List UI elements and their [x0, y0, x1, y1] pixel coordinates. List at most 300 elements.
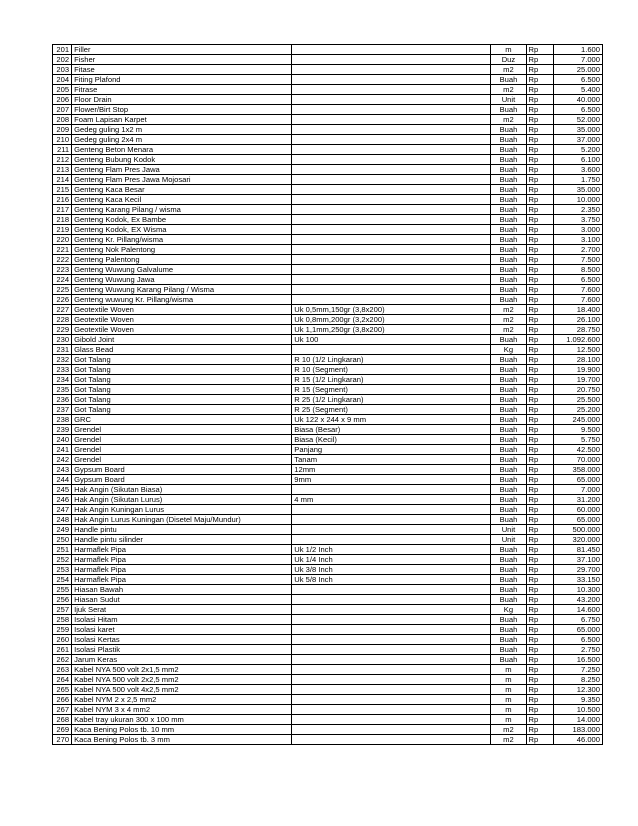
item-price: 12.500 [553, 345, 602, 355]
item-spec [292, 265, 491, 275]
item-unit: Buah [491, 655, 526, 665]
row-number: 225 [53, 285, 72, 295]
currency: Rp [526, 365, 553, 375]
item-price: 320.000 [553, 535, 602, 545]
item-name: Geotextile Woven [72, 305, 292, 315]
item-price: 7.250 [553, 665, 602, 675]
currency: Rp [526, 255, 553, 265]
item-name: Genteng Bubung Kodok [72, 155, 292, 165]
item-name: Gibold Joint [72, 335, 292, 345]
item-name: Isolasi Plastik [72, 645, 292, 655]
item-spec [292, 665, 491, 675]
currency: Rp [526, 455, 553, 465]
item-name: Filler [72, 45, 292, 55]
item-spec [292, 125, 491, 135]
item-name: Fiting Plafond [72, 75, 292, 85]
row-number: 260 [53, 635, 72, 645]
item-unit: Buah [491, 555, 526, 565]
currency: Rp [526, 295, 553, 305]
table-row [53, 575, 603, 585]
item-price: 8.250 [553, 675, 602, 685]
item-name: Genteng Nok Palentong [72, 245, 292, 255]
item-name: Handle pintu silinder [72, 535, 292, 545]
row-number: 202 [53, 55, 72, 65]
row-number: 246 [53, 495, 72, 505]
item-spec: Biasa (Kecil) [292, 435, 491, 445]
table-row [53, 225, 603, 235]
table-row [53, 305, 603, 315]
item-name: Genteng Beton Menara [72, 145, 292, 155]
currency: Rp [526, 95, 553, 105]
item-spec [292, 185, 491, 195]
item-price: 26.100 [553, 315, 602, 325]
row-number: 264 [53, 675, 72, 685]
item-name: Geotextile Woven [72, 315, 292, 325]
currency: Rp [526, 315, 553, 325]
currency: Rp [526, 335, 553, 345]
item-spec: 9mm [292, 475, 491, 485]
item-name: Genteng Kodok, Ex Bambe [72, 215, 292, 225]
item-unit: Buah [491, 415, 526, 425]
row-number: 267 [53, 705, 72, 715]
item-price: 8.500 [553, 265, 602, 275]
table-row [53, 85, 603, 95]
table-row [53, 285, 603, 295]
row-number: 242 [53, 455, 72, 465]
item-price: 7.600 [553, 285, 602, 295]
row-number: 228 [53, 315, 72, 325]
row-number: 222 [53, 255, 72, 265]
table-row [53, 265, 603, 275]
item-name: Genteng Wuwung Karang Pilang / Wisma [72, 285, 292, 295]
item-spec [292, 165, 491, 175]
item-price: 37.100 [553, 555, 602, 565]
table-row [53, 465, 603, 475]
row-number: 205 [53, 85, 72, 95]
row-number: 256 [53, 595, 72, 605]
currency: Rp [526, 555, 553, 565]
item-name: Got Talang [72, 375, 292, 385]
currency: Rp [526, 665, 553, 675]
item-spec [292, 525, 491, 535]
currency: Rp [526, 65, 553, 75]
item-unit: Unit [491, 535, 526, 545]
item-price: 37.000 [553, 135, 602, 145]
item-spec [292, 205, 491, 215]
row-number: 268 [53, 715, 72, 725]
item-spec [292, 695, 491, 705]
item-price: 7.000 [553, 55, 602, 65]
item-price: 2.750 [553, 645, 602, 655]
item-name: Harmaflek Pipa [72, 545, 292, 555]
item-name: Grendel [72, 435, 292, 445]
row-number: 227 [53, 305, 72, 315]
item-price: 25.500 [553, 395, 602, 405]
currency: Rp [526, 515, 553, 525]
table-row [53, 205, 603, 215]
table-row [53, 275, 603, 285]
item-spec [292, 725, 491, 735]
item-price: 18.400 [553, 305, 602, 315]
item-price: 31.200 [553, 495, 602, 505]
item-price: 28.750 [553, 325, 602, 335]
item-price: 1.600 [553, 45, 602, 55]
table-row [53, 415, 603, 425]
currency: Rp [526, 125, 553, 135]
item-unit: m2 [491, 735, 526, 745]
currency: Rp [526, 265, 553, 275]
table-row [53, 625, 603, 635]
row-number: 221 [53, 245, 72, 255]
item-unit: Buah [491, 445, 526, 455]
item-spec: R 10 (Segment) [292, 365, 491, 375]
item-name: Hiasan Bawah [72, 585, 292, 595]
item-unit: m2 [491, 725, 526, 735]
item-spec: R 15 (Segment) [292, 385, 491, 395]
row-number: 229 [53, 325, 72, 335]
table-row [53, 695, 603, 705]
item-name: Isolasi karet [72, 625, 292, 635]
row-number: 251 [53, 545, 72, 555]
item-unit: Buah [491, 285, 526, 295]
item-unit: Kg [491, 605, 526, 615]
table-row [53, 215, 603, 225]
table-row [53, 325, 603, 335]
row-number: 252 [53, 555, 72, 565]
currency: Rp [526, 705, 553, 715]
item-spec [292, 145, 491, 155]
item-name: Hak Angin Lurus Kuningan (Disetel Maju/Mundur) [72, 515, 292, 525]
row-number: 213 [53, 165, 72, 175]
item-unit: Buah [491, 565, 526, 575]
item-unit: Buah [491, 475, 526, 485]
item-unit: Buah [491, 245, 526, 255]
row-number: 226 [53, 295, 72, 305]
item-price: 70.000 [553, 455, 602, 465]
table-row [53, 495, 603, 505]
item-name: Glass Bead [72, 345, 292, 355]
row-number: 239 [53, 425, 72, 435]
item-price: 2.700 [553, 245, 602, 255]
item-name: Fitase [72, 65, 292, 75]
item-spec: R 15 (1/2 Lingkaran) [292, 375, 491, 385]
item-name: Got Talang [72, 395, 292, 405]
item-price: 19.700 [553, 375, 602, 385]
item-name: Harmaflek Pipa [72, 555, 292, 565]
item-name: Genteng Karang Pilang / wisma [72, 205, 292, 215]
currency: Rp [526, 345, 553, 355]
item-price: 2.350 [553, 205, 602, 215]
item-price: 19.900 [553, 365, 602, 375]
table-row [53, 615, 603, 625]
item-name: Fitrase [72, 85, 292, 95]
item-price: 10.500 [553, 705, 602, 715]
table-row [53, 645, 603, 655]
item-unit: Buah [491, 165, 526, 175]
row-number: 217 [53, 205, 72, 215]
item-spec [292, 345, 491, 355]
currency: Rp [526, 655, 553, 665]
item-unit: m [491, 715, 526, 725]
item-spec [292, 245, 491, 255]
item-spec: Uk 0,8mm,200gr (3,2x200) [292, 315, 491, 325]
item-unit: m [491, 705, 526, 715]
currency: Rp [526, 325, 553, 335]
item-unit: Unit [491, 525, 526, 535]
item-spec: Tanam [292, 455, 491, 465]
item-price: 1.750 [553, 175, 602, 185]
table-row [53, 45, 603, 55]
row-number: 254 [53, 575, 72, 585]
item-name: Kaca Bening Polos tb. 3 mm [72, 735, 292, 745]
row-number: 208 [53, 115, 72, 125]
table-row [53, 295, 603, 305]
table-row [53, 155, 603, 165]
currency: Rp [526, 175, 553, 185]
item-unit: Buah [491, 255, 526, 265]
table-row [53, 595, 603, 605]
table-row [53, 165, 603, 175]
table-row [53, 255, 603, 265]
item-price: 7.600 [553, 295, 602, 305]
row-number: 218 [53, 215, 72, 225]
item-price: 35.000 [553, 125, 602, 135]
item-name: Harmaflek Pipa [72, 575, 292, 585]
item-name: Hak Angin (Sikutan Biasa) [72, 485, 292, 495]
item-price: 5.750 [553, 435, 602, 445]
item-name: Grendel [72, 425, 292, 435]
item-spec: Uk 1,1mm,250gr (3,8x200) [292, 325, 491, 335]
table-row [53, 715, 603, 725]
item-unit: Buah [491, 275, 526, 285]
currency: Rp [526, 75, 553, 85]
row-number: 244 [53, 475, 72, 485]
item-spec [292, 675, 491, 685]
item-name: Kabel NYA 500 volt 4x2,5 mm2 [72, 685, 292, 695]
item-name: Kabel NYA 500 volt 2x1,5 mm2 [72, 665, 292, 675]
row-number: 247 [53, 505, 72, 515]
table-row [53, 145, 603, 155]
currency: Rp [526, 545, 553, 555]
item-name: Jarum Keras [72, 655, 292, 665]
item-unit: Buah [491, 155, 526, 165]
row-number: 224 [53, 275, 72, 285]
table-row [53, 425, 603, 435]
table-row [53, 545, 603, 555]
currency: Rp [526, 385, 553, 395]
currency: Rp [526, 395, 553, 405]
row-number: 253 [53, 565, 72, 575]
table-row [53, 485, 603, 495]
item-unit: Buah [491, 405, 526, 415]
table-row [53, 95, 603, 105]
item-spec: R 10 (1/2 Lingkaran) [292, 355, 491, 365]
item-name: Isolasi Hitam [72, 615, 292, 625]
item-price: 9.500 [553, 425, 602, 435]
row-number: 210 [53, 135, 72, 145]
item-price: 33.150 [553, 575, 602, 585]
item-spec [292, 645, 491, 655]
table-row [53, 385, 603, 395]
item-price: 6.500 [553, 105, 602, 115]
item-unit: m2 [491, 305, 526, 315]
currency: Rp [526, 735, 553, 745]
item-spec [292, 45, 491, 55]
item-price: 6.100 [553, 155, 602, 165]
item-spec [292, 595, 491, 605]
item-spec [292, 255, 491, 265]
table-row [53, 55, 603, 65]
row-number: 255 [53, 585, 72, 595]
item-unit: Buah [491, 195, 526, 205]
item-spec [292, 235, 491, 245]
item-spec: Uk 5/8 Inch [292, 575, 491, 585]
table-row [53, 685, 603, 695]
item-spec [292, 295, 491, 305]
item-price: 10.300 [553, 585, 602, 595]
item-unit: Buah [491, 635, 526, 645]
item-price: 43.200 [553, 595, 602, 605]
item-spec [292, 715, 491, 725]
table-row [53, 245, 603, 255]
item-spec: Panjang [292, 445, 491, 455]
currency: Rp [526, 405, 553, 415]
row-number: 270 [53, 735, 72, 745]
item-price: 5.400 [553, 85, 602, 95]
currency: Rp [526, 625, 553, 635]
item-spec: Uk 122 x 244 x 9 mm [292, 415, 491, 425]
item-unit: Kg [491, 345, 526, 355]
item-name: Kabel NYM 2 x 2,5 mm2 [72, 695, 292, 705]
table-row [53, 535, 603, 545]
currency: Rp [526, 465, 553, 475]
item-unit: m [491, 675, 526, 685]
currency: Rp [526, 55, 553, 65]
row-number: 234 [53, 375, 72, 385]
row-number: 238 [53, 415, 72, 425]
table-row [53, 315, 603, 325]
item-name: Floor Drain [72, 95, 292, 105]
currency: Rp [526, 185, 553, 195]
table-row [53, 435, 603, 445]
item-name: Genteng Palentong [72, 255, 292, 265]
item-spec [292, 135, 491, 145]
item-price: 5.200 [553, 145, 602, 155]
row-number: 214 [53, 175, 72, 185]
item-unit: m [491, 695, 526, 705]
table-row [53, 725, 603, 735]
currency: Rp [526, 155, 553, 165]
item-unit: m2 [491, 115, 526, 125]
item-price: 35.000 [553, 185, 602, 195]
item-price: 60.000 [553, 505, 602, 515]
table-row [53, 665, 603, 675]
item-price: 3.100 [553, 235, 602, 245]
currency: Rp [526, 415, 553, 425]
row-number: 215 [53, 185, 72, 195]
item-name: Genteng Wuwung Galvalume [72, 265, 292, 275]
table-row [53, 635, 603, 645]
table-row [53, 565, 603, 575]
table-row [53, 505, 603, 515]
item-unit: Buah [491, 355, 526, 365]
currency: Rp [526, 165, 553, 175]
item-price: 7.500 [553, 255, 602, 265]
currency: Rp [526, 205, 553, 215]
row-number: 201 [53, 45, 72, 55]
currency: Rp [526, 575, 553, 585]
item-name: Got Talang [72, 385, 292, 395]
item-spec [292, 535, 491, 545]
item-unit: Buah [491, 215, 526, 225]
item-spec [292, 635, 491, 645]
item-name: Grendel [72, 445, 292, 455]
item-price: 9.350 [553, 695, 602, 705]
row-number: 207 [53, 105, 72, 115]
item-unit: Buah [491, 175, 526, 185]
item-spec: R 25 (Segment) [292, 405, 491, 415]
item-unit: Buah [491, 145, 526, 155]
item-price: 52.000 [553, 115, 602, 125]
item-unit: Buah [491, 385, 526, 395]
currency: Rp [526, 715, 553, 725]
table-row [53, 375, 603, 385]
item-price: 3.600 [553, 165, 602, 175]
item-spec: Uk 100 [292, 335, 491, 345]
item-price: 1.092.600 [553, 335, 602, 345]
item-price: 46.000 [553, 735, 602, 745]
table-row [53, 345, 603, 355]
row-number: 236 [53, 395, 72, 405]
item-spec: 4 mm [292, 495, 491, 505]
table-row [53, 655, 603, 665]
item-unit: m [491, 665, 526, 675]
row-number: 219 [53, 225, 72, 235]
item-price: 10.000 [553, 195, 602, 205]
table-row [53, 185, 603, 195]
item-name: Hak Angin Kuningan Lurus [72, 505, 292, 515]
table-row [53, 235, 603, 245]
currency: Rp [526, 225, 553, 235]
currency: Rp [526, 695, 553, 705]
currency: Rp [526, 435, 553, 445]
item-spec [292, 655, 491, 665]
row-number: 232 [53, 355, 72, 365]
item-unit: Buah [491, 645, 526, 655]
table-row [53, 735, 603, 745]
item-unit: Buah [491, 515, 526, 525]
item-name: Genteng Kodok, EX Wisma [72, 225, 292, 235]
item-name: Genteng wuwung Kr. Pillang/wisma [72, 295, 292, 305]
item-spec [292, 85, 491, 95]
row-number: 265 [53, 685, 72, 695]
currency: Rp [526, 355, 553, 365]
row-number: 257 [53, 605, 72, 615]
item-price: 183.000 [553, 725, 602, 735]
item-unit: m [491, 685, 526, 695]
currency: Rp [526, 685, 553, 695]
item-spec: Uk 0,5mm,150gr (3,8x200) [292, 305, 491, 315]
item-spec [292, 175, 491, 185]
item-unit: m2 [491, 325, 526, 335]
item-spec [292, 275, 491, 285]
item-price: 25.000 [553, 65, 602, 75]
item-name: Gypsum Board [72, 475, 292, 485]
row-number: 266 [53, 695, 72, 705]
item-unit: Buah [491, 225, 526, 235]
item-price: 65.000 [553, 515, 602, 525]
row-number: 230 [53, 335, 72, 345]
